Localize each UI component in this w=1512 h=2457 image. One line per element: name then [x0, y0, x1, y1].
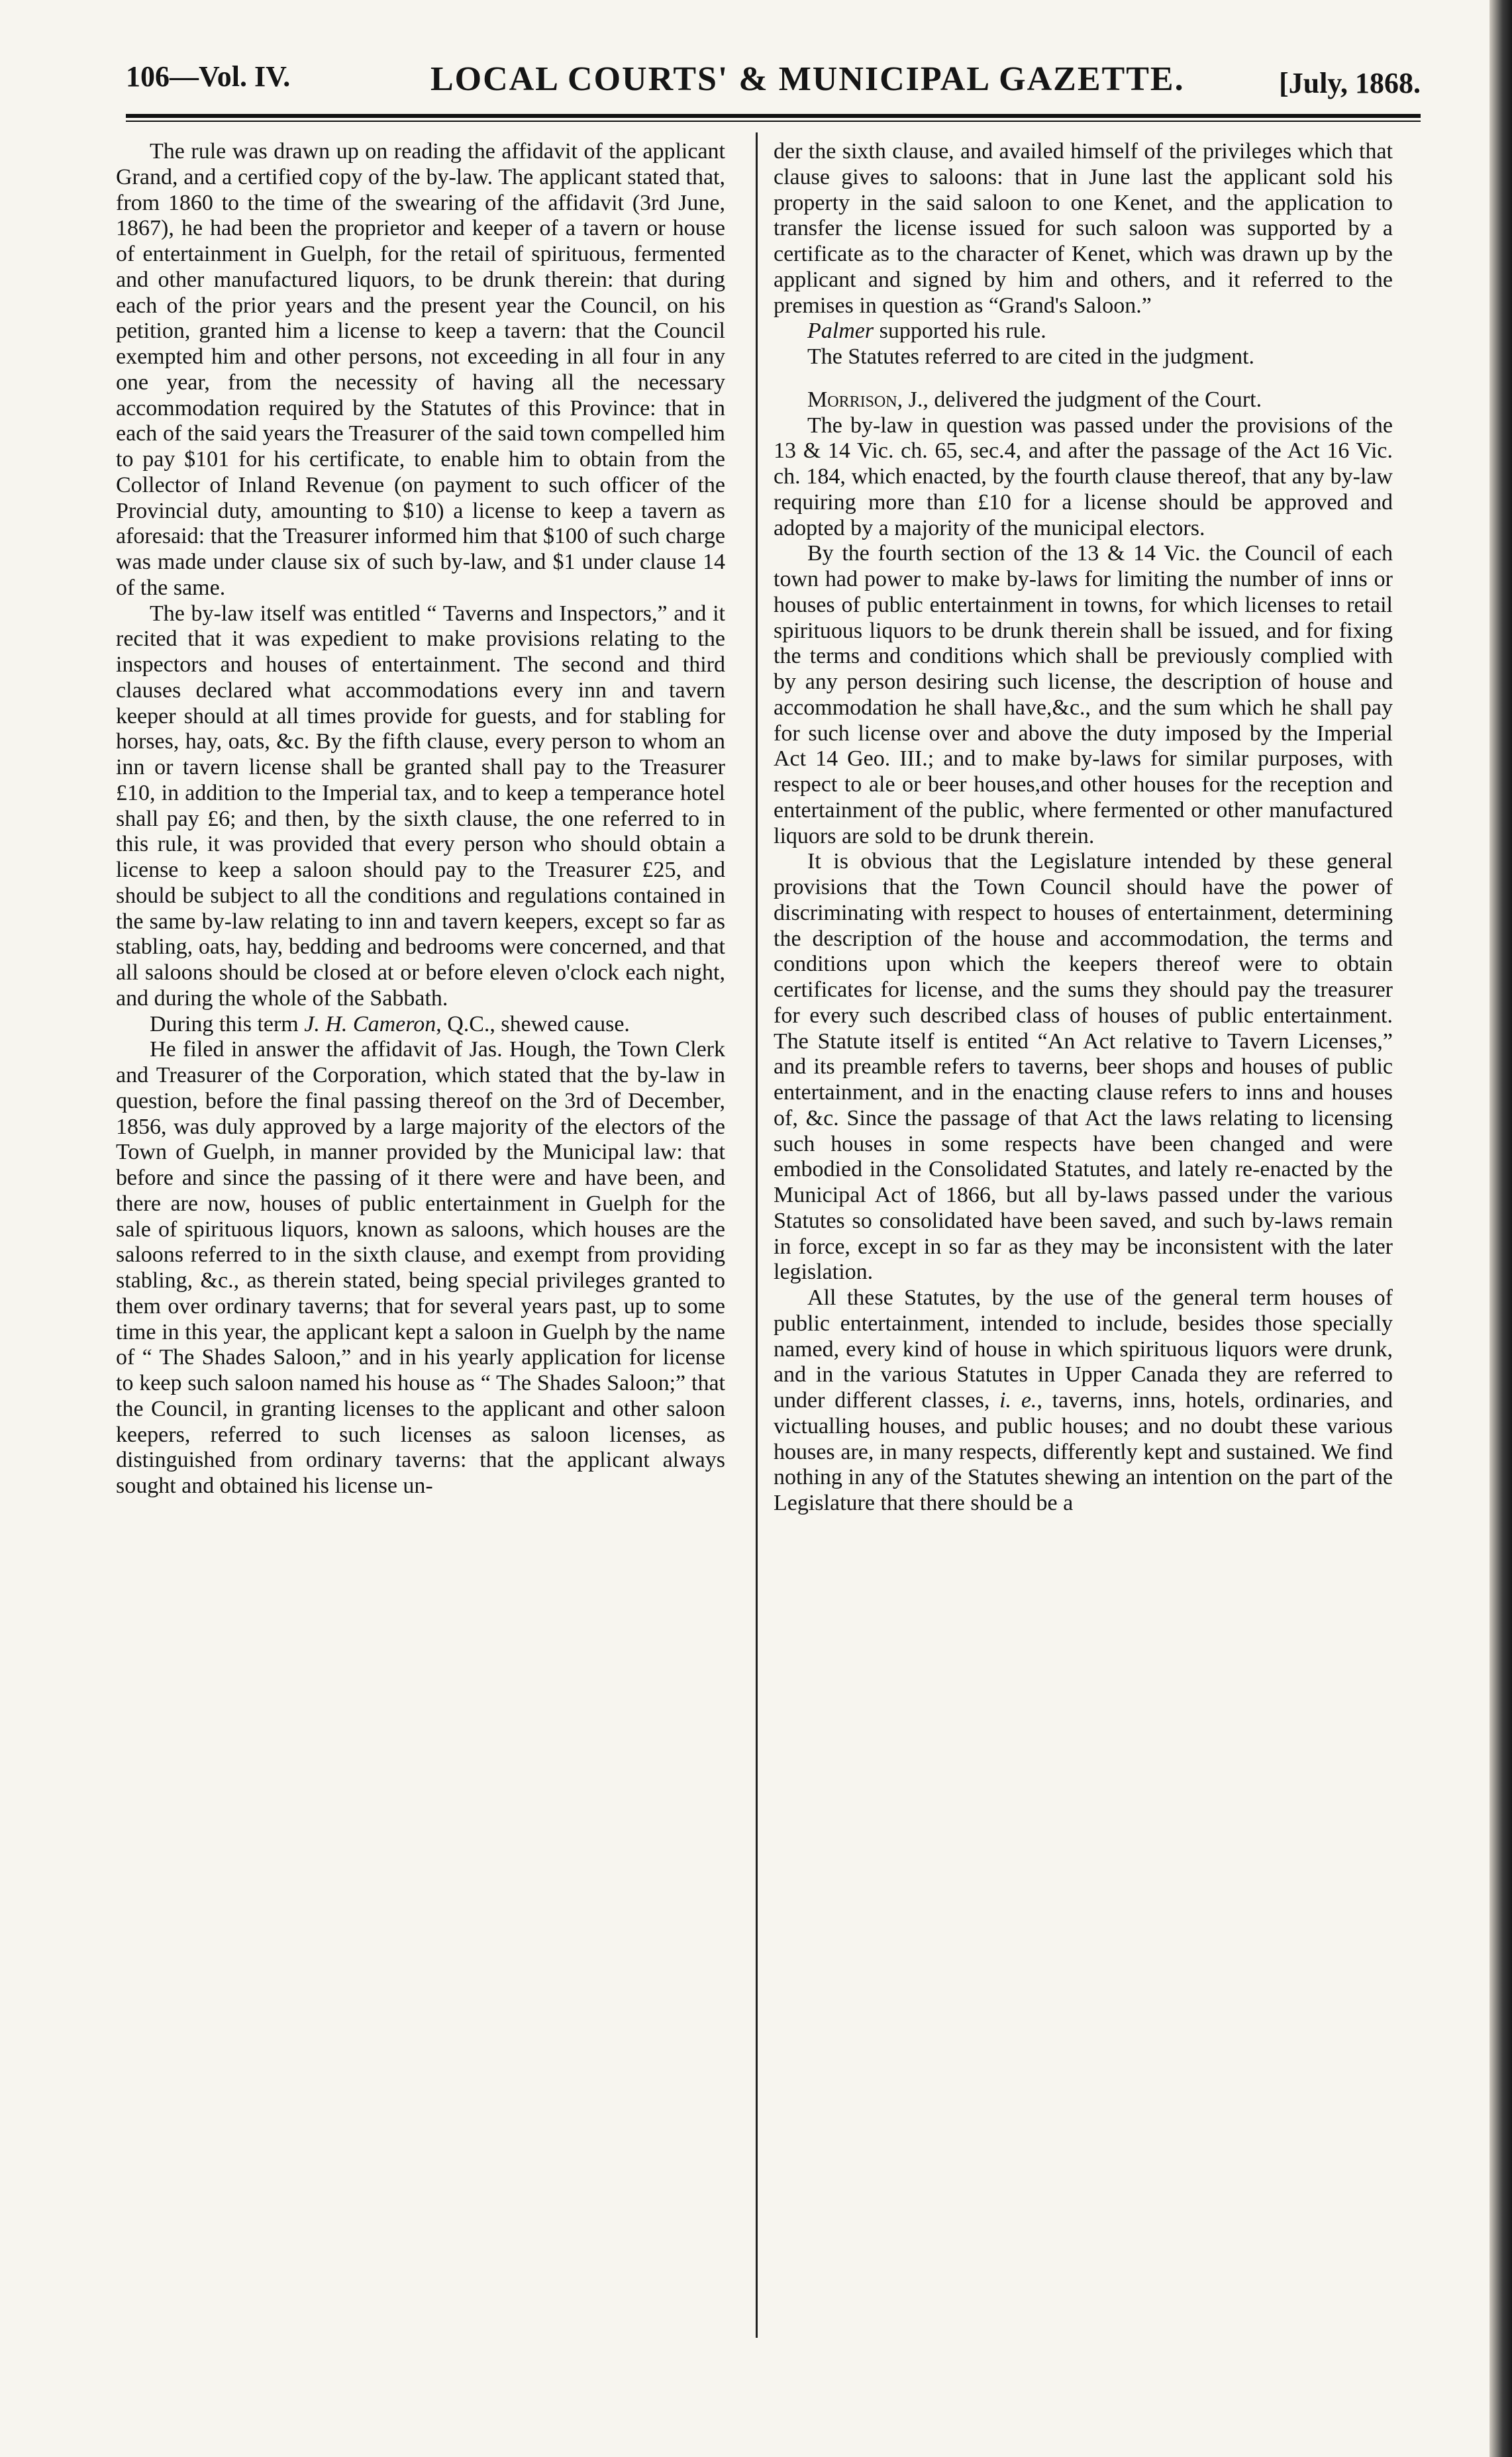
text-run: , J., delivered the judgment of the Court.	[897, 387, 1262, 412]
counsel-name: J. H. Cameron	[304, 1011, 436, 1036]
paragraph	[774, 1285, 1393, 1517]
paragraph: der the sixth clause, and availed himself of the privileges which that clause gives to saloons: that in June last the applicant sold his property in the said saloon to one Kenet, and the application to transfer the license issued for such saloon was supported by a certificate as to the character of Kenet, which was drawn up by the applicant and signed by him and others, and it referred to the premises in question as “Grand's Saloon.”	[774, 139, 1393, 318]
text-run: supported his rule.	[874, 319, 1046, 344]
publication-title: LOCAL COURTS' & MUNICIPAL GAZETTE.	[430, 60, 1185, 98]
paragraph	[774, 319, 1393, 344]
counsel-name: Palmer	[807, 319, 874, 344]
abbrev-ie: i. e.	[999, 1388, 1037, 1413]
issue-date: [July, 1868.	[1279, 67, 1421, 99]
paragraph: The by-law itself was entitled “ Taverns and Inspectors,” and it recited that it was expedient to make provisions relating to the inspectors and houses of entertainment. The second and third clauses declared what accommodations every inn and tavern keeper should at all times provide for guests, and for stabling for horses, hay, oats, &c. By the fifth clause, every person to whom an inn or tavern license shall be granted shall pay to the Treasurer £10, in addition to the Imperial tax, and to keep a temperance hotel shall pay £6; and then, by the sixth clause, the one referred to in this rule, it was provided that every person who should obtain a license to keep a saloon should pay to the Treasurer £25, and should be subject to all the conditions and regulations contained in the same by-law relating to inn and tavern keepers, except so far as stabling, oats, hay, bedding and bedrooms were concerned, and that all saloons should be closed at or before eleven o'clock each night, and during the whole of the Sabbath.	[116, 601, 725, 1011]
paragraph: The rule was drawn up on reading the affidavit of the applicant Grand, and a certified copy of the by-law. The applicant stated that, from 1860 to the time of the swearing of the affidavit (3rd June, 1867), he had been the proprietor and keeper of a tavern or house of entertainment in Guelph, for the retail of spirituous, fermented and other manufactured liquors, to be drunk therein: that during each of the prior years and the present year the Council, on his petition, granted him a license to keep a tavern: that the Council exempted him and other persons, not exceeding in all four in any one year, from the necessity of having all the necessary accommodation required by the Statutes of this Province: that in each of the said years the Treasurer of the said town compelled him to pay $101 for his certificate, to enable him to obtain from the Collector of Inland Revenue (on payment to such officer of the Provincial duty, amounting to $10) a license to keep a tavern as aforesaid: that the Treasurer informed him that $100 of such charge was made under clause six of such by-law, and $1 under clause 14 of the same.	[116, 139, 725, 600]
judge-name: Morrison	[807, 387, 897, 412]
paragraph	[774, 387, 1393, 413]
paragraph: By the fourth section of the 13 & 14 Vic. the Council of each town had power to make by-laws for limiting the number of inns or houses of public entertainment in towns, for which licenses to retail spirituous liquors to be drunk therein shall be issued, and for fixing the terms and conditions which shall be previously complied with by any person desiring such license, the description of house and accommodation he shall have,&c., and the sum which he shall pay for such license over and above the duty imposed by the Imperial Act 14 Geo. III.; and to make by-laws for similar purposes, with respect to ale or beer houses,and other houses for the reception and entertainment of the public, where fermented or other manufactured liquors are sold to be drunk therein.	[774, 541, 1393, 848]
text-run: During this term	[150, 1011, 305, 1036]
text-run: , taverns, inns, hotels, ordinaries, and victualling houses, and public houses; and no doubt these various houses are, in many respects, differently kept and sustained. We find nothing in any of the Statutes shewing an intention on the part of the Legislature that there should be a	[774, 1388, 1393, 1515]
paragraph: It is obvious that the Legislature intended by these general provisions that the Town Council should have the power of discriminating with respect to houses of entertainment, determining the description of the house and accommodation, the terms and conditions upon which the keepers thereof were to obtain certificates for license, and the sums they should pay the treasurer for every such described class of houses of public entertainment. The Statute itself is entited “An Act relative to Tavern Licenses,” and its preamble refers to taverns, beer shops and houses of public entertainment, and in the enacting clause refers to inns and houses of, &c. Since the passage of that Act the laws relating to licensing such houses in some respects have been changed and were embodied in the Consolidated Statutes, and lately re-enacted by the Municipal Act of 1866, but all by-laws passed under the various Statutes so consolidated have been saved, and such by-laws remain in force, except in so far as they may be inconsistent with the later legislation.	[774, 849, 1393, 1285]
page-volume-ref: 106—Vol. IV.	[126, 60, 291, 93]
page-edge-shadow	[1489, 0, 1512, 2457]
text-run: All these Statutes, by the use of the general term houses of public entertainment, intended to include, besides those specially named, every kind of house in which spirituous liquors were drunk, and in the various Statutes in Upper Canada they are referred to under different classes,	[774, 1285, 1393, 1413]
paragraph: The by-law in question was passed under the provisions of the 13 & 14 Vic. ch. 65, sec.4, and after the passage of the Act 16 Vic. ch. 184, which enacted, by the fourth clause thereof, that any by-law requiring more than £10 for a license should be approved and adopted by a majority of the municipal electors.	[774, 413, 1393, 540]
paragraph: The Statutes referred to are cited in the judgment.	[807, 344, 1255, 369]
paragraph	[116, 1012, 725, 1038]
page-header	[126, 40, 1421, 113]
text-run: , Q.C., shewed cause.	[436, 1011, 630, 1036]
right-column	[774, 139, 1393, 2338]
column-divider	[756, 132, 758, 2338]
paragraph: He filed in answer the affidavit of Jas. Hough, the Town Clerk and Treasurer of the Corporation, which stated that the by-law in question, before the final passing thereof on the 3rd of December, 1856, was duly approved by a large majority of the electors of the Town of Guelph, in manner provided by the Municipal law: that before and since the passing of it there were and have been, and there are now, houses of public entertainment in Guelph for the sale of spirituous liquors, known as saloons, which houses are the saloons referred to in the sixth clause, and exempt from providing stabling, &c., as therein stated, being special privileges granted to them over ordinary taverns; that for several years past, up to some time in this year, the applicant kept a saloon in Guelph by the name of “ The Shades Saloon,” and in his yearly application for license to keep such saloon named his house as “ The Shades Saloon;” that the Council, in granting licenses to the applicant and other saloon keepers, referred to such licenses as saloon licenses, as distinguished from ordinary taverns: that the applicant always sought and obtained his license un-	[116, 1037, 725, 1498]
header-rule	[126, 114, 1421, 122]
left-column	[116, 139, 725, 2338]
